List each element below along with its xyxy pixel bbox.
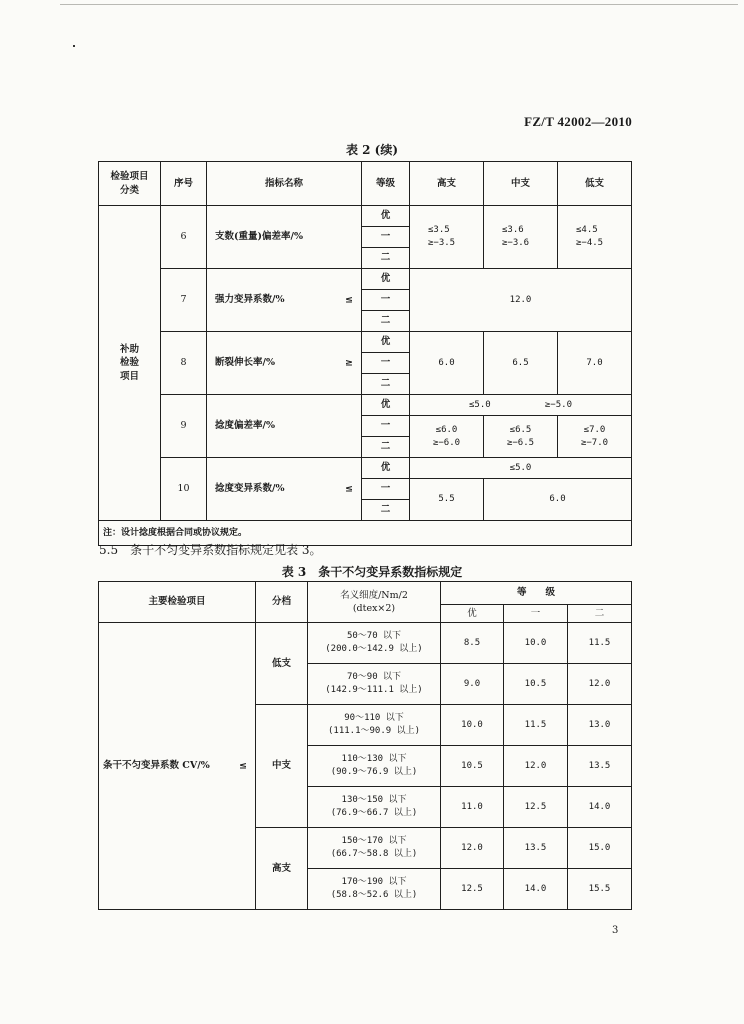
grade-label: 优 (362, 395, 410, 416)
table3-value: 15.5 (568, 869, 632, 910)
table2-value: 6.5 (484, 332, 558, 395)
grade-label: 优 (362, 206, 410, 227)
scan-speck (73, 45, 75, 47)
table2-seq: 6 (161, 206, 207, 269)
table2-header-low: 低支 (558, 162, 632, 206)
table2-value: 6.0 (484, 479, 632, 521)
grade-label: 一 (362, 290, 410, 311)
table3-value: 13.5 (504, 828, 568, 869)
table3-value: 11.5 (568, 623, 632, 664)
table3-caption: 表 3 条干不匀变异系数指标规定 (281, 565, 463, 579)
table2-value: ≤4.5 ≥−4.5 (558, 206, 632, 269)
table3-value: 8.5 (441, 623, 504, 664)
table3-value: 10.0 (441, 705, 504, 746)
table2-header-high: 高支 (410, 162, 484, 206)
table2-value: ≤3.5 ≥−3.5 (410, 206, 484, 269)
table3-value: 11.5 (504, 705, 568, 746)
table3-value: 11.0 (441, 787, 504, 828)
table3-value: 13.5 (568, 746, 632, 787)
table3-count: 90～110 以下 (111.1～90.9 以上) (308, 705, 441, 746)
grade-label: 一 (362, 479, 410, 500)
comparison-symbol: ≤ (345, 294, 353, 306)
table2-seq: 7 (161, 269, 207, 332)
table3-value: 12.0 (568, 664, 632, 705)
grade-label: 优 (362, 332, 410, 353)
table2-indicator-name: 支数(重量)偏差率/% (207, 206, 362, 269)
page-top-rule (60, 4, 738, 5)
table3-value: 13.0 (568, 705, 632, 746)
grade-label: 二 (362, 437, 410, 458)
table3-value: 12.5 (441, 869, 504, 910)
grade-label: 优 (362, 269, 410, 290)
grade-label: 优 (362, 458, 410, 479)
table3-count: 70～90 以下 (142.9～111.1 以上) (308, 664, 441, 705)
document-number: FZ/T 42002—2010 (524, 114, 632, 129)
table2-value: ≤7.0 ≥−7.0 (558, 416, 632, 458)
table2-indicator-name: 强力变异系数/% ≤ (207, 269, 362, 332)
table3-tier: 中支 (256, 705, 308, 828)
table3-value: 12.0 (504, 746, 568, 787)
table3-header-grade: 等 级 (441, 582, 632, 605)
table2-value: 6.0 (410, 332, 484, 395)
comparison-symbol: ≤ (239, 760, 247, 772)
table2-value: 12.0 (410, 269, 632, 332)
table2-value: ≤6.0 ≥−6.0 (410, 416, 484, 458)
table2-seq: 10 (161, 458, 207, 521)
table2-seq: 8 (161, 332, 207, 395)
table3-header-grade-1: 优 (441, 605, 504, 623)
table3-item-cell: 条干不匀变异系数 CV/% ≤ (99, 623, 256, 910)
table3-count: 110～130 以下 (90.9～76.9 以上) (308, 746, 441, 787)
table2-value: 7.0 (558, 332, 632, 395)
table3-value: 9.0 (441, 664, 504, 705)
table2-header-seq: 序号 (161, 162, 207, 206)
table3-header-item: 主要检验项目 (99, 582, 256, 623)
page-number: 3 (612, 925, 619, 936)
table2-note: 注：设计捻度根据合同或协议规定。 (99, 521, 632, 546)
table2-value: ≤6.5 ≥−6.5 (484, 416, 558, 458)
table2-value: ≤5.0 ≥−5.0 (410, 395, 632, 416)
table2-value: ≤5.0 (410, 458, 632, 479)
clause-5-5: 5.5 条干不匀变异系数指标规定见表 3。 (99, 543, 322, 557)
table3-header-grade-2: 一 (504, 605, 568, 623)
grade-label: 二 (362, 500, 410, 521)
table3-tier: 高支 (256, 828, 308, 910)
grade-label: 二 (362, 248, 410, 269)
table2-indicator-name: 捻度偏差率/% (207, 395, 362, 458)
table3-header-tier: 分档 (256, 582, 308, 623)
table3-value: 10.5 (441, 746, 504, 787)
table2-header-grade: 等级 (362, 162, 410, 206)
table2-seq: 9 (161, 395, 207, 458)
table3-count: 50～70 以下 (200.0～142.9 以上) (308, 623, 441, 664)
comparison-symbol: ≤ (345, 483, 353, 495)
table3-count: 170～190 以下 (58.8～52.6 以上) (308, 869, 441, 910)
table2-value: ≤3.6 ≥−3.6 (484, 206, 558, 269)
table2-value: 5.5 (410, 479, 484, 521)
table2-category-cell: 补助 检验 项目 (99, 206, 161, 521)
table2-header-category: 检验项目 分类 (99, 162, 161, 206)
table3-count: 150～170 以下 (66.7～58.8 以上) (308, 828, 441, 869)
table3-count: 130～150 以下 (76.9～66.7 以上) (308, 787, 441, 828)
grade-label: 二 (362, 311, 410, 332)
table2 (98, 161, 632, 546)
grade-label: 二 (362, 374, 410, 395)
table3-value: 12.0 (441, 828, 504, 869)
table2-indicator-name: 断裂伸长率/% ≥ (207, 332, 362, 395)
table3-value: 15.0 (568, 828, 632, 869)
table3-value: 12.5 (504, 787, 568, 828)
table3-header-count: 名义细度/Nm/2 (dtex×2) (308, 582, 441, 623)
table2-header-name: 指标名称 (207, 162, 362, 206)
table2-header-mid: 中支 (484, 162, 558, 206)
grade-label: 一 (362, 416, 410, 437)
comparison-symbol: ≥ (345, 357, 353, 369)
table3-value: 10.0 (504, 623, 568, 664)
table3-tier: 低支 (256, 623, 308, 705)
table2-caption: 表 2 (续) (345, 143, 399, 157)
grade-label: 一 (362, 353, 410, 374)
table2-indicator-name: 捻度变异系数/% ≤ (207, 458, 362, 521)
table3-value: 10.5 (504, 664, 568, 705)
grade-label: 一 (362, 227, 410, 248)
table3-value: 14.0 (568, 787, 632, 828)
table3-value: 14.0 (504, 869, 568, 910)
table3-header-grade-3: 二 (568, 605, 632, 623)
table3 (98, 581, 632, 910)
